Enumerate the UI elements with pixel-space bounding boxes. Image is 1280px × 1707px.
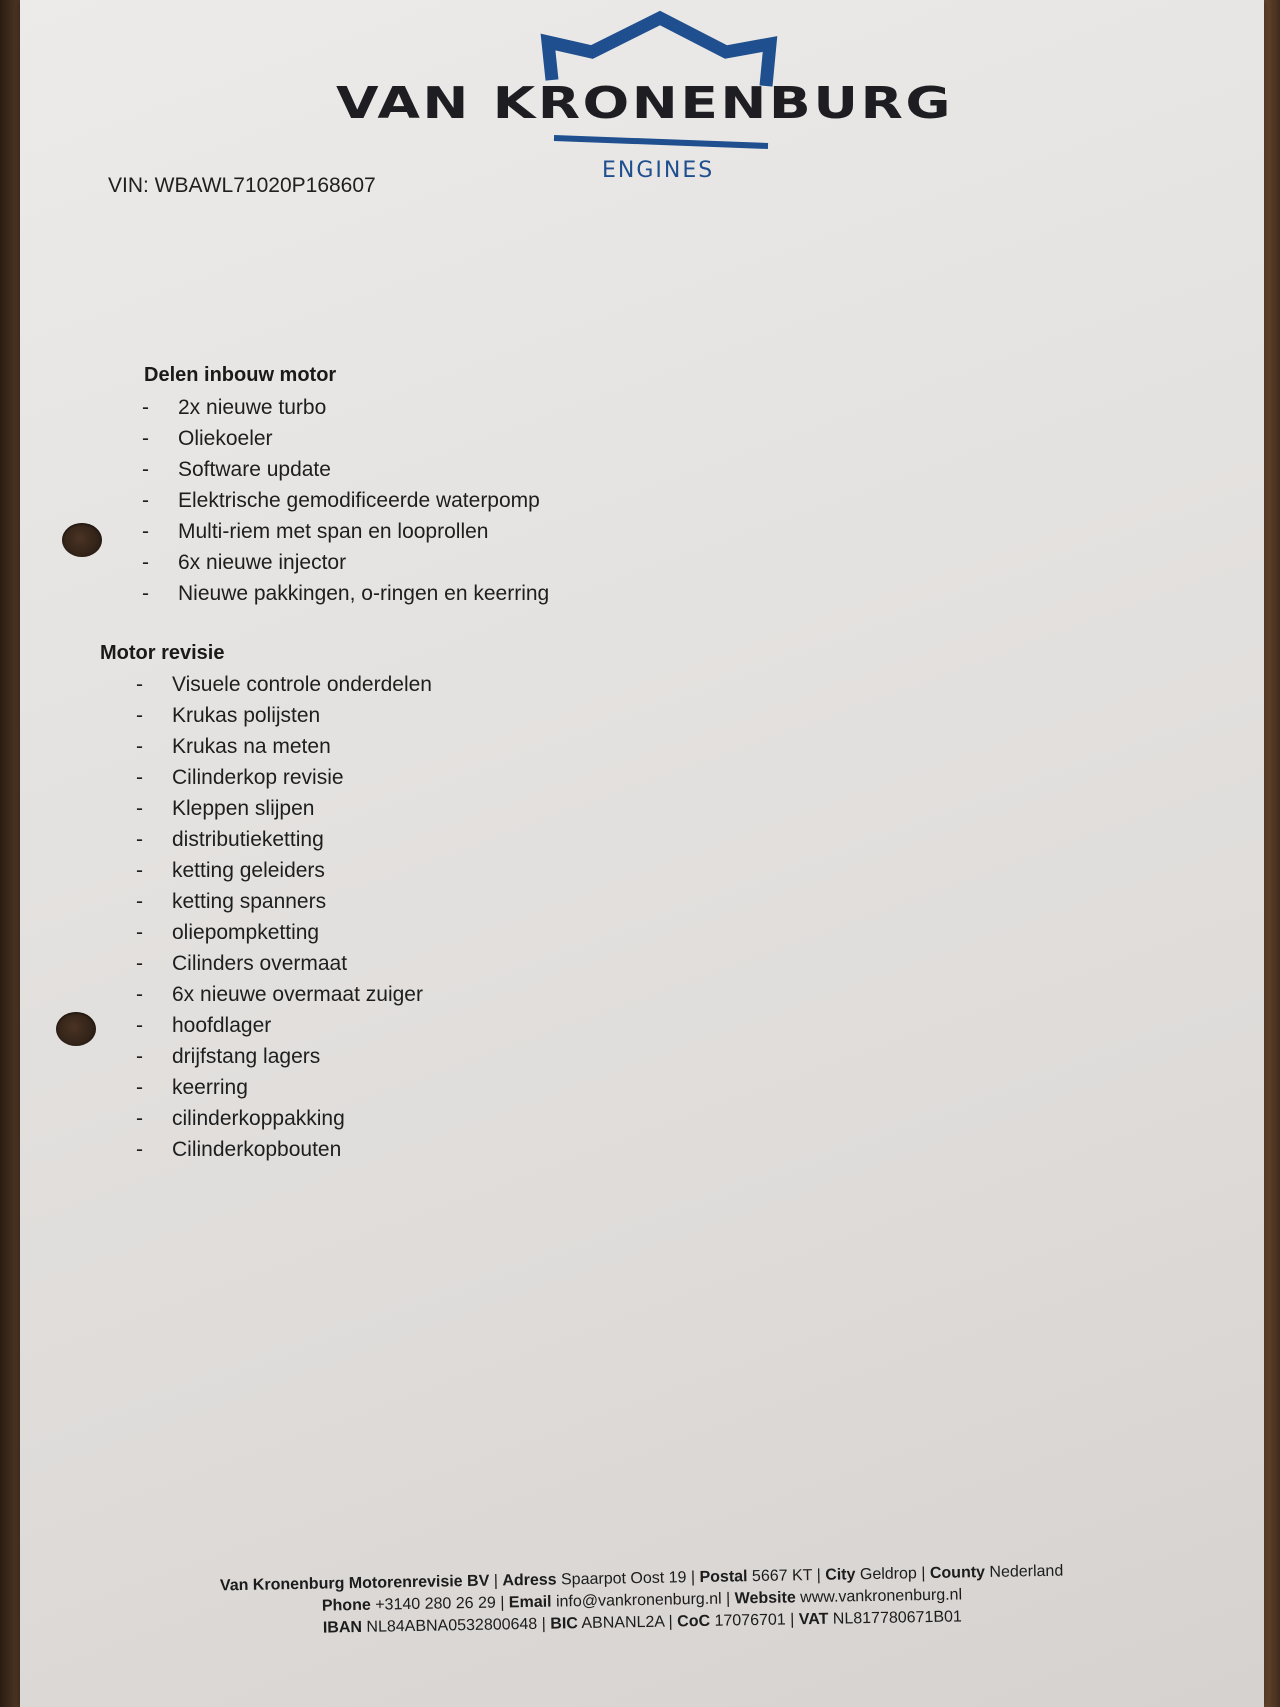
list-item: - drijfstang lagers [136, 1045, 321, 1068]
list-item: - Kleppen slijpen [136, 797, 315, 820]
logo-subtitle: ENGINES [602, 158, 715, 183]
list-item: - oliepompketting [136, 921, 320, 944]
list-item: - ketting geleiders [136, 859, 325, 882]
list-item: - Nieuwe pakkingen, o-ringen en keerring [142, 582, 550, 605]
list-item: - 2x nieuwe turbo [142, 396, 327, 419]
list-item: - ketting spanners [136, 890, 327, 913]
section-heading-revision: Motor revisie [100, 642, 225, 664]
list-item: - 6x nieuwe injector [142, 551, 347, 574]
list-item: - keerring [136, 1076, 248, 1099]
list-item: - Elektrische gemodificeerde waterpomp [142, 489, 540, 512]
list-item: - 6x nieuwe overmaat zuiger [136, 983, 423, 1006]
company-footer [20, 1557, 1264, 1645]
list-item: - Multi-riem met span en looprollen [142, 520, 489, 543]
list-item: - cilinderkoppakking [136, 1107, 345, 1130]
list-item: - hoofdlager [136, 1014, 272, 1037]
section-heading-parts: Delen inbouw motor [144, 364, 337, 386]
logo-wordmark: VAN KRONENBURG [336, 78, 954, 129]
company-logo [20, 0, 1264, 200]
footer-address-line: Van Kronenburg Motorenrevisie BV | Adress Spaarpot Oost 19 | Postal 5667 KT | City Geldrop | County Nederland [219, 1562, 1064, 1595]
list-item: - Software update [142, 458, 331, 481]
list-item: - Oliekoeler [142, 427, 273, 450]
vin-number: VIN: WBAWL71020P168607 [108, 174, 376, 197]
table-surface-right [1264, 0, 1280, 1707]
punch-hole-top [62, 523, 102, 557]
footer-bank-line: IBAN NL84ABNA0532800648 | BIC ABNANL2A | CoC 17076701 | VAT NL817780671B01 [322, 1608, 962, 1637]
list-item: - Visuele controle onderdelen [136, 673, 432, 696]
list-item: - Cilinders overmaat [136, 952, 348, 975]
list-item: - Cilinderkopbouten [136, 1138, 342, 1161]
list-item: - Cilinderkop revisie [136, 766, 344, 789]
document-page [20, 0, 1264, 1707]
list-item: - distributieketting [136, 828, 324, 851]
revision-list [136, 669, 836, 1165]
list-item: - Krukas polijsten [136, 704, 321, 727]
list-item: - Krukas na meten [136, 735, 331, 758]
footer-contact-line: Phone +3140 280 26 29 | Email info@vankronenburg.nl | Website www.vankronenburg.nl [321, 1586, 963, 1615]
punch-hole-bottom [56, 1012, 96, 1046]
parts-list [142, 392, 842, 609]
